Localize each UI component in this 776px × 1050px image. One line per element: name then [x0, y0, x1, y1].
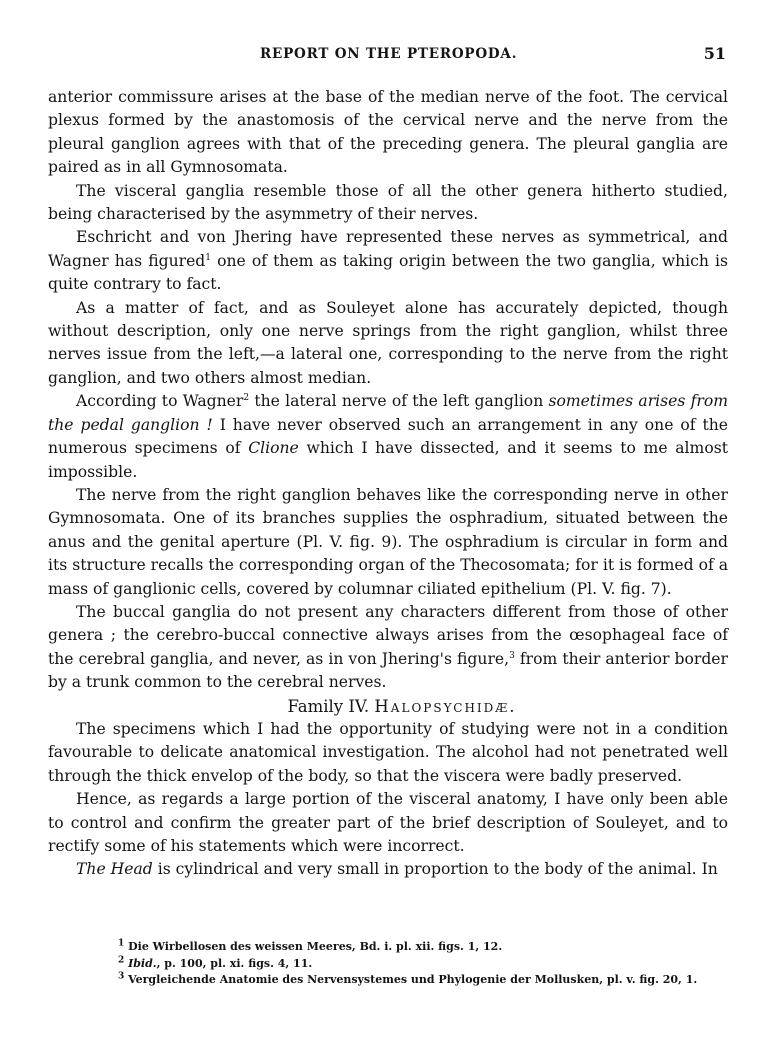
- running-title: REPORT ON THE PTEROPODA.: [260, 46, 518, 62]
- footnotes: [118, 939, 738, 989]
- paragraph: Hence, as regards a large portion of the visceral anatomy, I have only been able to control and confirm the greater part of the brief description of Souleyet, and to rectify some of his statements which were incorrect.: [48, 790, 728, 855]
- section-heading: Family IV. Halopsychidæ.: [287, 696, 517, 716]
- paragraph: The Head is cylindrical and very small in proportion to the body of the animal. In: [76, 860, 718, 879]
- paragraph: Eschricht and von Jhering have represented these nerves as symmetrical, and Wagner has figured$^1$ one of them as taking origin between the two ganglia, which is quite contrary to fact.: [48, 228, 728, 294]
- paragraph: The specimens which I had the opportunity of studying were not in a condition favourable to delicate anatomical investigation. The alcohol had not penetrated well through the thick envelop of the body, so that the viscera were badly preserved.: [48, 719, 728, 785]
- footnote: $^3$ Vergleichende Anatomie des Nervensystemes und Phylogenie der Mollusken, pl. v. fig. 20, 1.: [118, 971, 698, 986]
- page-number: 51: [703, 44, 726, 63]
- paragraph: As a matter of fact, and as Souleyet alone has accurately depicted, though without description, only one nerve springs from the right ganglion, whilst three nerves issue from the left,—a lateral one, corresponding to the nerve from the right ganglion, and two others almost median.: [48, 298, 728, 387]
- footnote-ref: 1: [205, 252, 212, 263]
- footnote-ref: 2: [243, 393, 250, 404]
- footnote: $^2$ Ibid., p. 100, pl. xi. figs. 4, 11.: [118, 954, 313, 970]
- paragraph: The buccal ganglia do not present any characters different from those of other genera ; the cerebro-buccal connective always arises from the œsophageal face of the cerebral ganglia, and never, as in von Jhering's figure,$^3$ from their anterior border by a trunk common to the cerebral nerves.: [48, 602, 728, 692]
- paragraph: anterior commissure arises at the base of the median nerve of the foot. The cervical plexus formed by the anastomosis of the cervical nerve and the nerve from the pleural ganglion agrees with that of the preceding genera. The pleural ganglia are paired as in all Gymnosomata.: [48, 88, 728, 177]
- paragraph: According to Wagner$^2$ the lateral nerve of the left ganglion sometimes arises from the pedal ganglion ! I have never observed such an arrangement in any one of the numerous specimens of Clione which I have dissected, and it seems to me almost impossible.: [48, 392, 729, 481]
- paragraph: The nerve from the right ganglion behaves like the corresponding nerve in other Gymnosomata. One of its branches supplies the osphradium, situated between the anus and the genital aperture (Pl. V. fig. 9). The osphradium is circular in form and its structure recalls the corresponding organ of the Thecosomata; for it is formed of a mass of ganglionic cells, covered by columnar ciliated epithelium (Pl. V. fig. 7).: [48, 485, 728, 598]
- footnote: $^1$ Die Wirbellosen des weissen Meeres, Bd. i. pl. xii. figs. 1, 12.: [118, 938, 503, 953]
- paragraph: The visceral ganglia resemble those of all the other genera hitherto studied, being characterised by the asymmetry of their nerves.: [48, 181, 728, 224]
- body-text: [48, 86, 728, 882]
- footnote-ref: 3: [509, 650, 515, 661]
